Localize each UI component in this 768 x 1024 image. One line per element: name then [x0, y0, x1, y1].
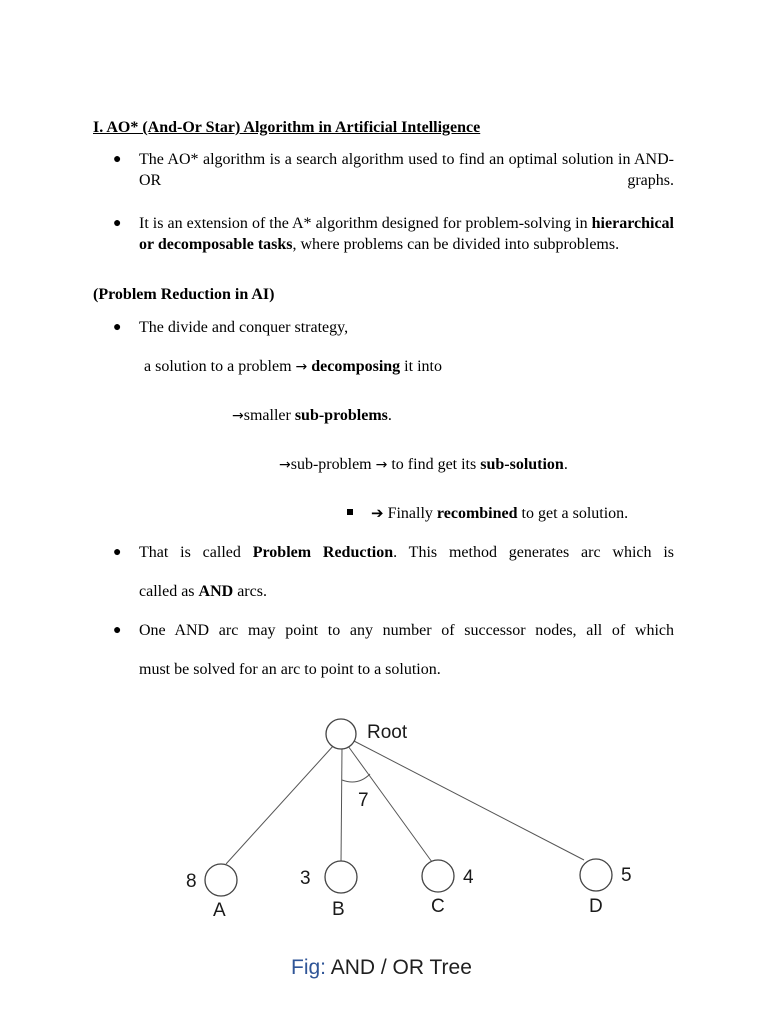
paragraph-bold-text: Problem Reduction	[252, 544, 394, 561]
problem-reduction-line-2	[139, 581, 267, 602]
node-a-label: A	[213, 900, 226, 921]
bullet-dot: ●	[113, 320, 122, 335]
and-arc-line-1	[139, 620, 674, 641]
bullet-dot: ●	[113, 216, 122, 231]
edge-root-b	[341, 748, 342, 864]
node-c	[422, 860, 454, 892]
paragraph-bold-text: AND	[198, 583, 234, 600]
paragraph-text: arcs.	[233, 583, 267, 600]
node-b	[325, 861, 357, 893]
step-text: Finally	[383, 505, 437, 522]
step-text: to get a solution.	[517, 505, 629, 522]
step-text: it into	[400, 358, 442, 375]
node-c-label: C	[431, 896, 445, 917]
node-a-cost: 8	[186, 871, 197, 892]
step-bold-text: sub-problems	[294, 407, 388, 424]
subheading: (Problem Reduction in AI)	[93, 286, 275, 303]
right-arrow-icon: →	[375, 457, 388, 473]
paragraph-text: That is called	[139, 544, 253, 561]
and-or-tree-figure	[0, 700, 768, 960]
step-text: smaller	[243, 407, 295, 424]
right-arrow-icon: →	[279, 457, 291, 473]
and-arc	[342, 774, 370, 782]
step-text: .	[563, 456, 568, 473]
bullet-paragraph-1	[139, 149, 674, 191]
node-b-label: B	[332, 899, 345, 920]
node-b-cost: 3	[300, 868, 311, 889]
bullet-paragraph-2	[139, 213, 674, 255]
step-line-2	[232, 405, 392, 427]
figure-caption	[291, 956, 472, 980]
node-d-cost: 5	[621, 865, 632, 886]
bullet-dot: ●	[113, 545, 122, 560]
step-bold-text: decomposing	[311, 358, 401, 375]
step-text: to find get its	[387, 456, 481, 473]
edge-root-d	[354, 741, 584, 860]
step-text: .	[387, 407, 392, 424]
step-bold-text: recombined	[436, 505, 518, 522]
divide-bullet-text: The divide and conquer strategy,	[139, 319, 349, 336]
figure-caption-prefix: Fig:	[291, 956, 327, 979]
root-label: Root	[367, 722, 408, 743]
bold-right-arrow-icon: ➔	[371, 504, 384, 522]
bullet-dot: ●	[113, 152, 122, 167]
right-arrow-icon: →	[232, 408, 244, 424]
step-line-3	[279, 454, 568, 476]
bullet-dot: ●	[113, 623, 122, 638]
paragraph-text: called as	[139, 583, 199, 600]
paragraph-text: It is an extension of the A* algorithm designed for problem-solving in	[139, 215, 592, 232]
step-line-4	[371, 503, 628, 524]
step-line-1	[144, 356, 442, 378]
node-d-label: D	[589, 896, 603, 917]
paragraph-bold-text: hierarchical or decomposable tasks	[139, 215, 674, 253]
and-arc-cost: 7	[358, 790, 369, 811]
and-arc-line-2: must be solved for an arc to point to a solution.	[139, 661, 441, 678]
paragraph-text: . This method generates arc which is	[393, 544, 674, 561]
edge-root-a	[226, 745, 334, 864]
node-a	[205, 864, 237, 896]
paragraph-text: One AND arc may point to any number of successor nodes, all of which	[139, 622, 674, 639]
step-text: sub-problem	[290, 456, 376, 473]
figure-caption-text: AND / OR Tree	[326, 956, 472, 979]
square-bullet-icon	[347, 509, 353, 515]
step-text: a solution to a problem	[144, 358, 296, 375]
step-bold-text: sub-solution	[480, 456, 564, 473]
paragraph-text: The AO* algorithm is a search algorithm used to find an optimal solution in AND-OR graphs.	[139, 151, 674, 189]
problem-reduction-line-1	[139, 542, 674, 563]
root-node	[326, 719, 356, 749]
paragraph-text: , where problems can be divided into subproblems.	[292, 236, 620, 253]
section-heading: I. AO* (And-Or Star) Algorithm in Artificial Intelligence	[93, 119, 481, 136]
right-arrow-icon: →	[295, 359, 308, 375]
node-c-cost: 4	[463, 867, 474, 888]
node-d	[580, 859, 612, 891]
